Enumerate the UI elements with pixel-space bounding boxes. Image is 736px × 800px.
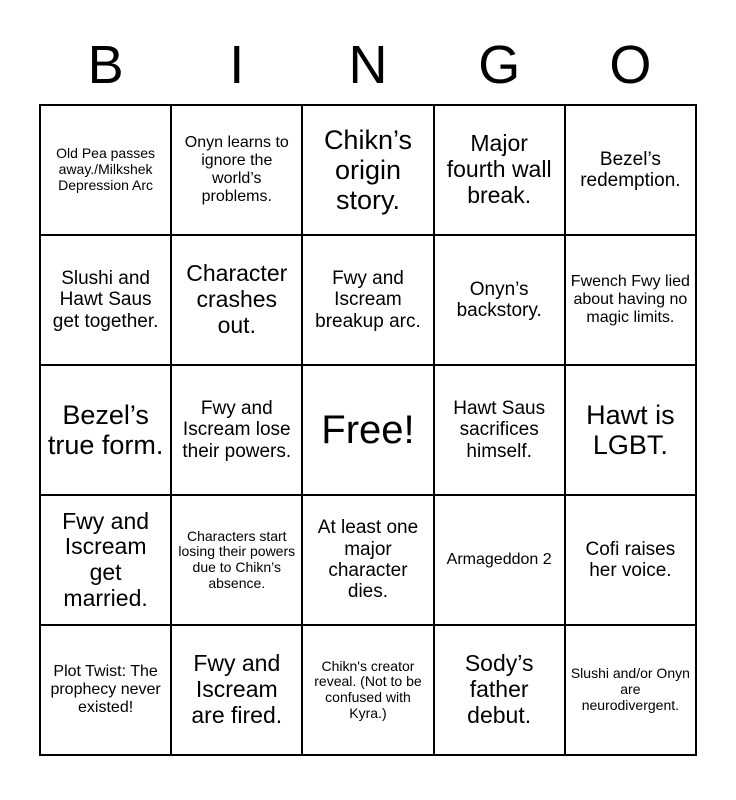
bingo-header xyxy=(40,34,696,96)
bingo-cell[interactable]: Fwy and Iscream are fired. xyxy=(171,625,302,755)
bingo-cell[interactable]: Armageddon 2 xyxy=(434,495,565,625)
bingo-header-letter-n: N xyxy=(348,35,388,95)
bingo-header-letter-i: I xyxy=(229,35,245,95)
bingo-cell[interactable]: Hawt Saus sacrifices himself. xyxy=(434,365,565,495)
bingo-cell[interactable]: Plot Twist: The prophecy never existed! xyxy=(40,625,171,755)
bingo-cell[interactable]: Chikn's creator reveal. (Not to be confused with Kyra.) xyxy=(302,625,433,755)
bingo-cell[interactable]: Chikn’s origin story. xyxy=(302,105,433,235)
bingo-row xyxy=(40,495,696,625)
bingo-header-letter-g: G xyxy=(478,35,521,95)
bingo-cell[interactable]: Sody’s father debut. xyxy=(434,625,565,755)
bingo-cell[interactable]: Fwy and Iscream lose their powers. xyxy=(171,365,302,495)
bingo-cell[interactable]: Slushi and Hawt Saus get together. xyxy=(40,235,171,365)
bingo-cell[interactable]: Hawt is LGBT. xyxy=(565,365,696,495)
bingo-cell[interactable]: Character crashes out. xyxy=(171,235,302,365)
bingo-row xyxy=(40,625,696,755)
bingo-cell[interactable]: Characters start losing their powers due to Chikn’s absence. xyxy=(171,495,302,625)
bingo-cell[interactable]: Onyn’s backstory. xyxy=(434,235,565,365)
bingo-row xyxy=(40,235,696,365)
bingo-cell-free[interactable]: Free! xyxy=(302,365,433,495)
bingo-cell[interactable]: At least one major character dies. xyxy=(302,495,433,625)
bingo-cell[interactable]: Bezel’s true form. xyxy=(40,365,171,495)
bingo-cell[interactable]: Fwy and Iscream get married. xyxy=(40,495,171,625)
bingo-header-letter-o: O xyxy=(609,35,652,95)
bingo-row xyxy=(40,105,696,235)
bingo-cell[interactable]: Major fourth wall break. xyxy=(434,105,565,235)
bingo-cell[interactable]: Fwench Fwy lied about having no magic limits. xyxy=(565,235,696,365)
bingo-cell[interactable]: Fwy and Iscream breakup arc. xyxy=(302,235,433,365)
bingo-cell[interactable]: Old Pea passes away./Milkshek Depression Arc xyxy=(40,105,171,235)
bingo-cell[interactable]: Cofi raises her voice. xyxy=(565,495,696,625)
bingo-cell[interactable]: Slushi and/or Onyn are neurodivergent. xyxy=(565,625,696,755)
bingo-row xyxy=(40,365,696,495)
bingo-header-letter-b: B xyxy=(87,35,124,95)
bingo-cell[interactable]: Bezel’s redemption. xyxy=(565,105,696,235)
bingo-grid xyxy=(39,104,697,756)
bingo-cell[interactable]: Onyn learns to ignore the world’s problems. xyxy=(171,105,302,235)
